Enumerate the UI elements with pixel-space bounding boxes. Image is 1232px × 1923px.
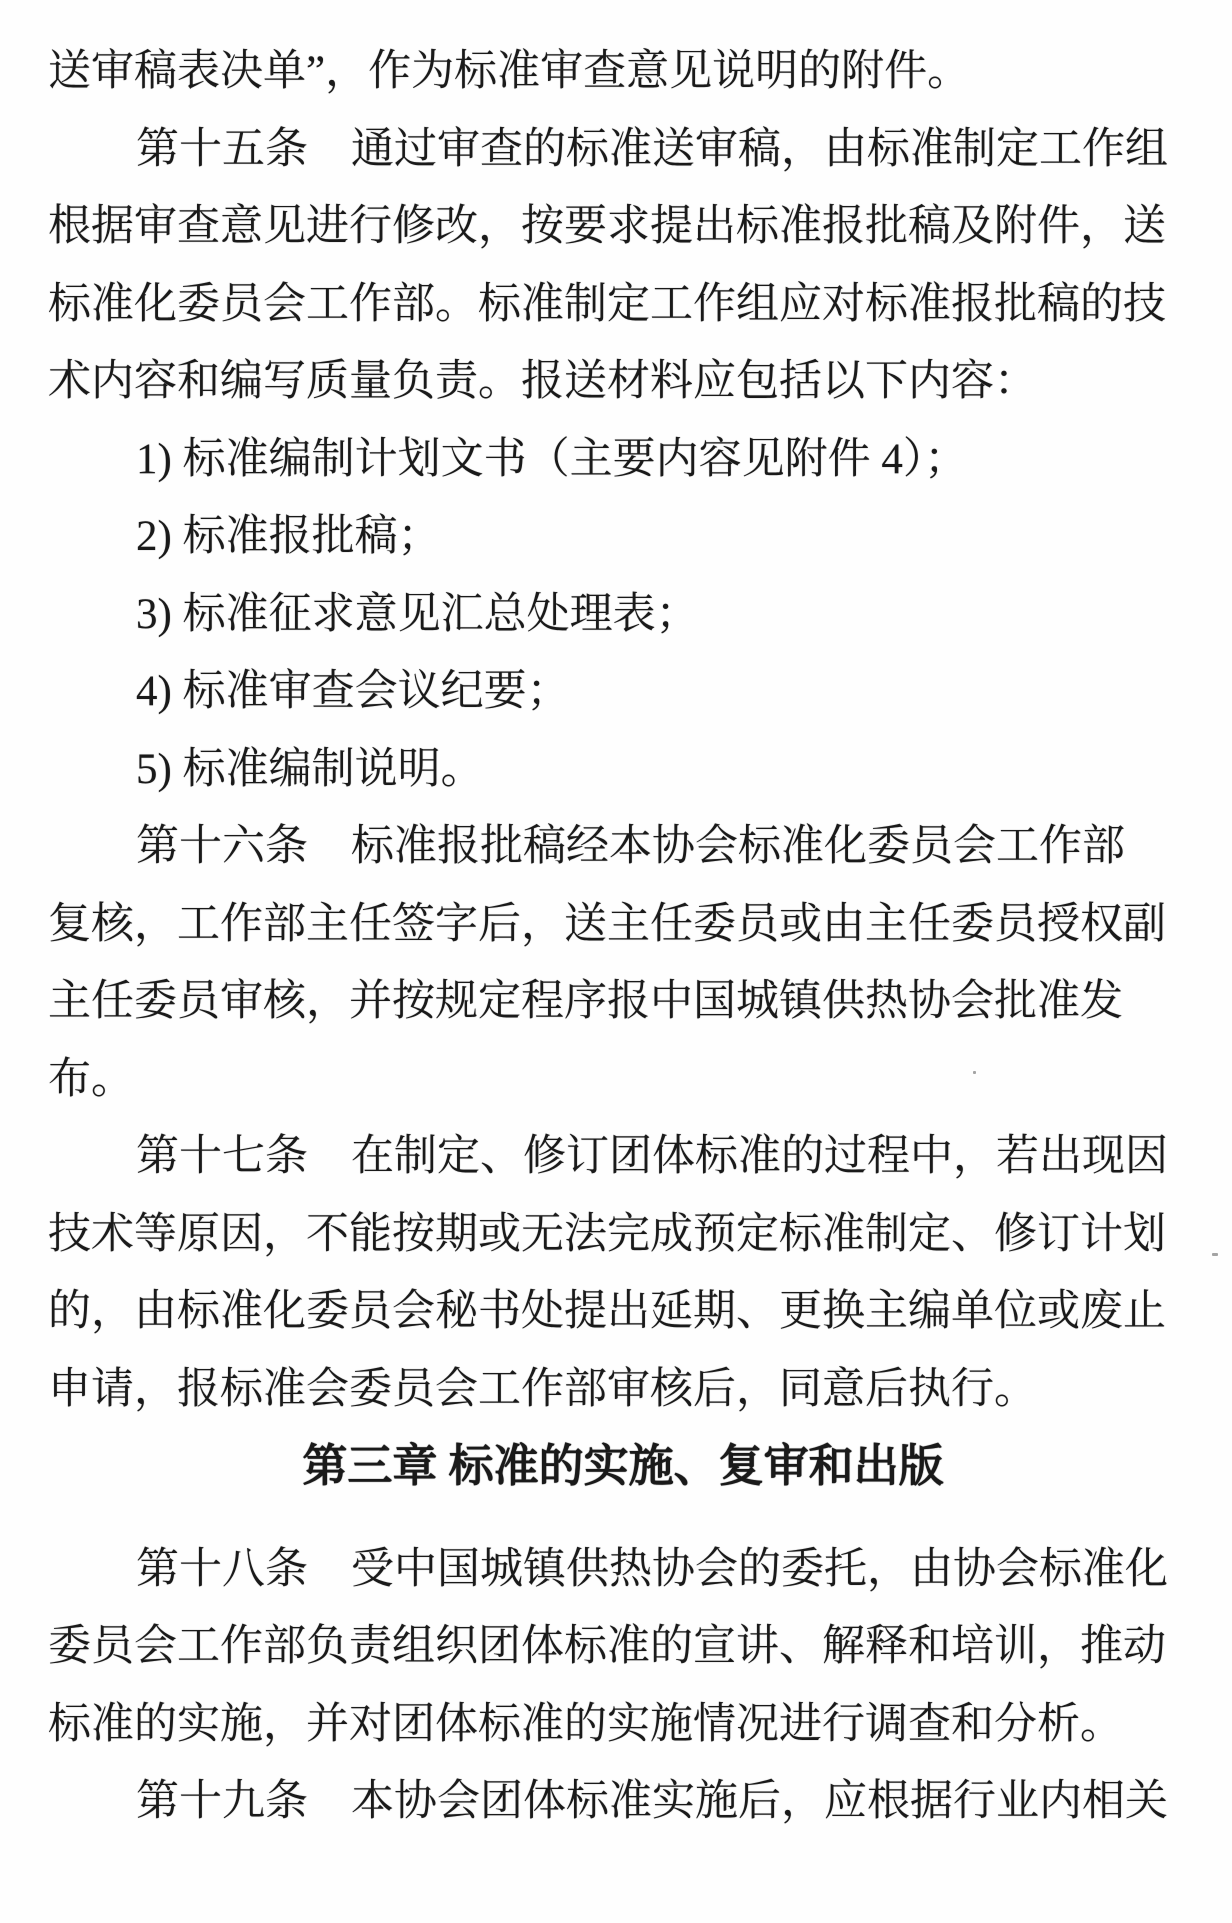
list-item: 3) 标准征求意见汇总处理表； [136,590,699,638]
text-line: 根据审查意见进行修改，按要求提出标准报批稿及附件，送 [48,203,1166,250]
text-line: 第十七条 在制定、修订团体标准的过程中，若出现因 [136,1133,1168,1180]
text-line: 第十八条 受中国城镇供热协会的委托，由协会标准化 [136,1545,1168,1593]
text-line: 申请，报标准会委员会工作部审核后，同意后执行。 [48,1365,1037,1413]
text-line: 主任委员审核，并按规定程序报中国城镇供热协会批准发 [48,978,1123,1025]
scan-artifact-speck [973,1071,976,1074]
text-line: 术内容和编写质量负责。报送材料应包括以下内容： [48,358,1037,405]
text-line: 标准化委员会工作部。标准制定工作组应对标准报批稿的技 [48,280,1166,328]
chapter-heading: 第三章 标准的实施、复审和出版 [302,1441,944,1491]
text-line: 第十九条 本协会团体标准实施后，应根据行业内相关 [136,1778,1168,1825]
text-line: 的，由标准化委员会秘书处提出延期、更换主编单位或废止 [48,1288,1166,1335]
list-item: 1) 标准编制计划文书（主要内容见附件 4）； [136,435,968,483]
text-line: 委员会工作部负责组织团体标准的宣讲、解释和培训，推动 [48,1623,1166,1670]
text-line: 复核，工作部主任签字后，送主任委员或由主任委员授权副 [48,900,1166,948]
list-item: 4) 标准审查会议纪要； [136,668,570,715]
scan-artifact-speck [1212,1253,1218,1256]
text-line: 技术等原因，不能按期或无法完成预定标准制定、修订计划 [48,1210,1166,1258]
text-line: 标准的实施，并对团体标准的实施情况进行调查和分析。 [48,1700,1123,1748]
text-line: 第十六条 标准报批稿经本协会标准化委员会工作部 [136,823,1125,870]
list-item: 5) 标准编制说明。 [136,745,484,793]
document-body [48,33,1198,1841]
text-line: 布。 [48,1055,134,1103]
text-line: 送审稿表决单”，作为标准审查意见说明的附件。 [48,48,971,95]
list-item: 2) 标准报批稿； [136,513,441,560]
text-line: 第十五条 通过审查的标准送审稿，由标准制定工作组 [136,125,1168,173]
